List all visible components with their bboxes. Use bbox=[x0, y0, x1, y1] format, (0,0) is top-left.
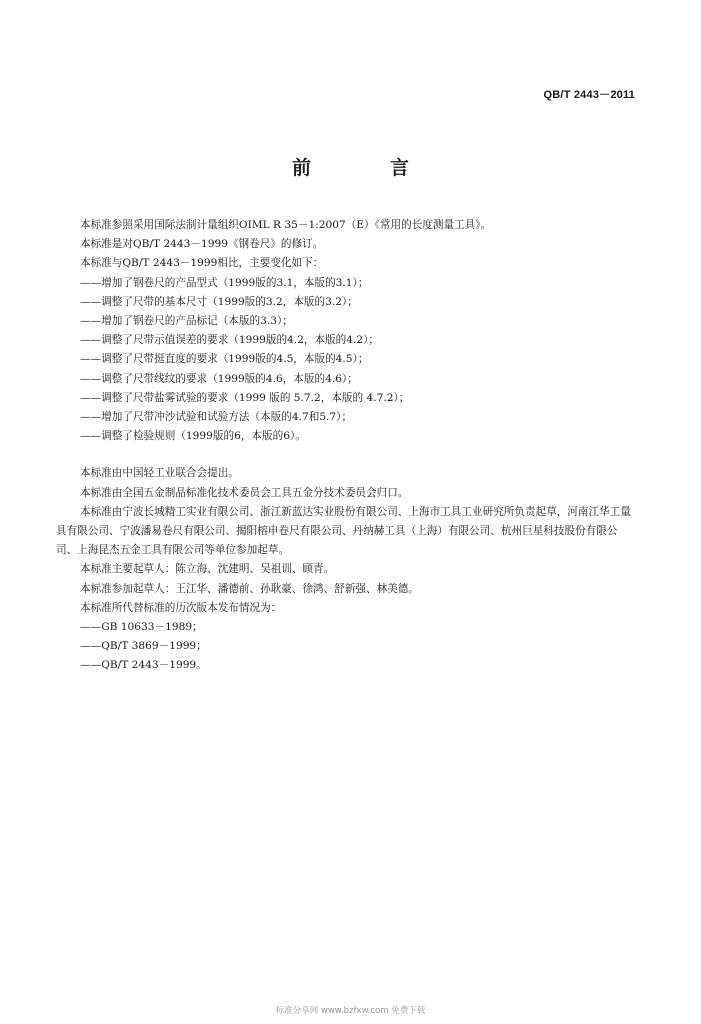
page-title: 前 言 bbox=[291, 157, 439, 179]
change-item: ——调整了尺带挺直度的要求（1999版的4.5，本版的4.5）； bbox=[80, 353, 369, 366]
intro-line: 本标准参照采用国际法制计量组织OIML R 35－1:2007（E）《常用的长度测量工具》。 bbox=[80, 219, 492, 231]
watermark-footer: 标准分享网 www.bzfxw.com 免费下载 bbox=[275, 1006, 426, 1016]
document-body bbox=[56, 216, 638, 676]
paragraph-gap bbox=[56, 446, 638, 464]
history-item: ——GB 10633－1989； bbox=[80, 621, 203, 634]
jurisdiction-line: 本标准由全国五金制品标准化技术委员会工具五金分技术委员会归口。 bbox=[80, 486, 409, 499]
drafting-units-paragraph: 本标准由宁波长城精工实业有限公司、浙江新蓝达实业股份有限公司、上海市工具工业研究所负责起草，河南江华工量具有限公司、宁波潘易卷尺有限公司、揭阳榕申卷尺有限公司、丹纳赫工具（上海）有限公司、杭州巨星科技股份有限公司、上海昆杰五金工具有限公司等单位参加起草。 bbox=[56, 505, 631, 557]
change-item: ——增加了钢卷尺的产品标记（本版的3.3）； bbox=[80, 315, 293, 328]
change-item: ——调整了尺带盐雾试验的要求（1999 版的 5.7.2，本版的 4.7.2）； bbox=[80, 391, 410, 404]
change-item: ——增加了钢卷尺的产品型式（1999版的3.1，本版的3.1）； bbox=[80, 276, 369, 289]
main-drafters-line: 本标准主要起草人：陈立海、沈建明、吴祖训、顾青。 bbox=[80, 563, 335, 576]
change-item: ——调整了尺带的基本尺寸（1999版的3.2，本版的3.2）； bbox=[80, 295, 358, 308]
standard-code: QB/T 2443－2011 bbox=[543, 89, 635, 101]
intro-line: 本标准是对QB/T 2443－1999《钢卷尺》的修订。 bbox=[80, 238, 324, 251]
participating-drafters-line: 本标准参加起草人：王江华、潘德前、孙耿豪、徐鸿、舒新强、林美德。 bbox=[80, 582, 419, 595]
proposer-line: 本标准由中国轻工业联合会提出。 bbox=[80, 467, 239, 480]
intro-line: 本标准与QB/T 2443－1999相比，主要变化如下： bbox=[80, 257, 324, 270]
history-item: ——QB/T 3869－1999； bbox=[80, 640, 207, 653]
change-item: ——调整了尺带线纹的要求（1999版的4.6，本版的4.6）； bbox=[80, 372, 358, 385]
change-item: ——调整了检验规则（1999版的6，本版的6）。 bbox=[80, 430, 306, 443]
history-intro-line: 本标准所代替标准的历次版本发布情况为： bbox=[80, 601, 282, 614]
change-item: ——增加了尺带冲沙试验和试验方法（本版的4.7和5.7）； bbox=[80, 411, 353, 424]
history-item: ——QB/T 2443－1999。 bbox=[80, 659, 207, 672]
change-item: ——调整了尺带示值误差的要求（1999版的4.2，本版的4.2）； bbox=[80, 334, 380, 347]
